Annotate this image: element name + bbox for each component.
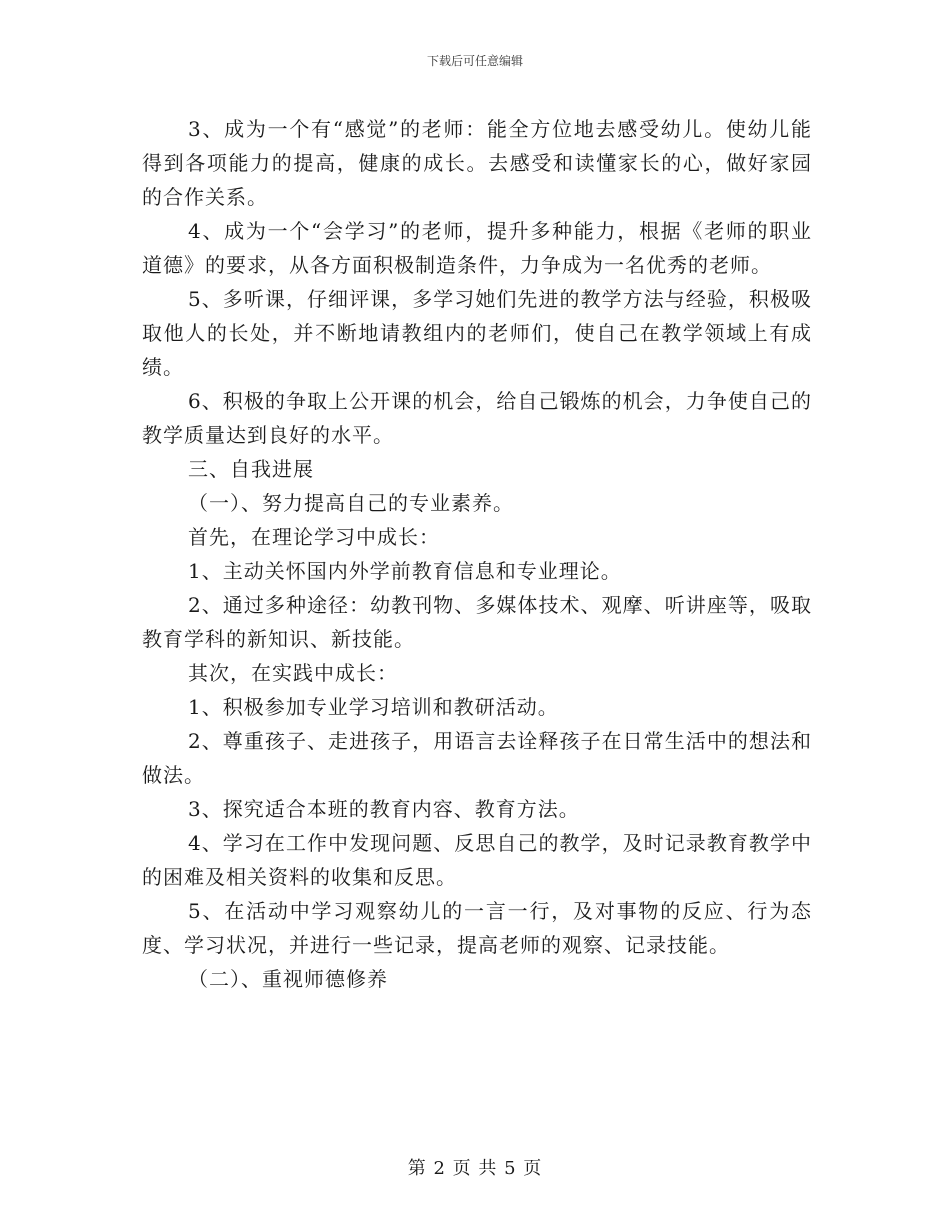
subsection-heading-ethics: （二）、重视师德修养 xyxy=(188,967,388,991)
page-number-footer: 第 2 页 共 5 页 xyxy=(407,1158,543,1179)
paragraph-theory-2: 2、通过多种途径：幼教刊物、多媒体技术、观摩、听讲座等，吸取教育学科的新知识、新技能。 xyxy=(142,593,812,651)
paragraph-practice-3: 3、探究适合本班的教育内容、教育方法。 xyxy=(188,797,580,821)
paragraph-6-open-classes: 6、积极的争取上公开课的机会，给自己锻炼的机会，力争使自己的教学质量达到良好的水平。 xyxy=(142,389,812,447)
page-header: 下载后可任意编辑 xyxy=(426,54,523,68)
paragraph-theory-1: 1、主动关怀国内外学前教育信息和专业理论。 xyxy=(188,559,622,583)
paragraph-practice-5: 5、在活动中学习观察幼儿的一言一行，及对事物的反应、行为态度、学习状况，并进行一些记录，提高老师的观察、记录技能。 xyxy=(142,899,812,957)
paragraph-practice-2: 2、尊重孩子、走进孩子，用语言去诠释孩子在日常生活中的想法和做法。 xyxy=(142,729,812,787)
subsection-heading-professional: （一）、努力提高自己的专业素养。 xyxy=(188,491,514,515)
paragraph-4-learning-teacher: 4、成为一个“会学习”的老师，提升多种能力，根据《老师的职业道德》的要求，从各方面积极制造条件，力争成为一名优秀的老师。 xyxy=(142,219,812,277)
section-heading-self-development: 三、自我进展 xyxy=(188,457,314,481)
paragraph-3-feeling-teacher: 3、成为一个有“感觉”的老师：能全方位地去感受幼儿。使幼儿能得到各项能力的提高，健康的成长。去感受和读懂家长的心，做好家园的合作关系。 xyxy=(142,117,812,209)
document-body xyxy=(142,112,812,996)
paragraph-practice-4: 4、学习在工作中发现问题、反思自己的教学，及时记录教育教学中的困难及相关资料的收集和反思。 xyxy=(142,831,812,889)
paragraph-practice-growth: 其次，在实践中成长： xyxy=(188,661,398,685)
paragraph-theory-growth: 首先，在理论学习中成长： xyxy=(188,525,440,549)
paragraph-5-attend-classes: 5、多听课，仔细评课，多学习她们先进的教学方法与经验，积极吸取他人的长处，并不断地请教组内的老师们，使自己在教学领域上有成绩。 xyxy=(142,287,812,379)
paragraph-practice-1: 1、积极参加专业学习培训和教研活动。 xyxy=(188,695,559,719)
